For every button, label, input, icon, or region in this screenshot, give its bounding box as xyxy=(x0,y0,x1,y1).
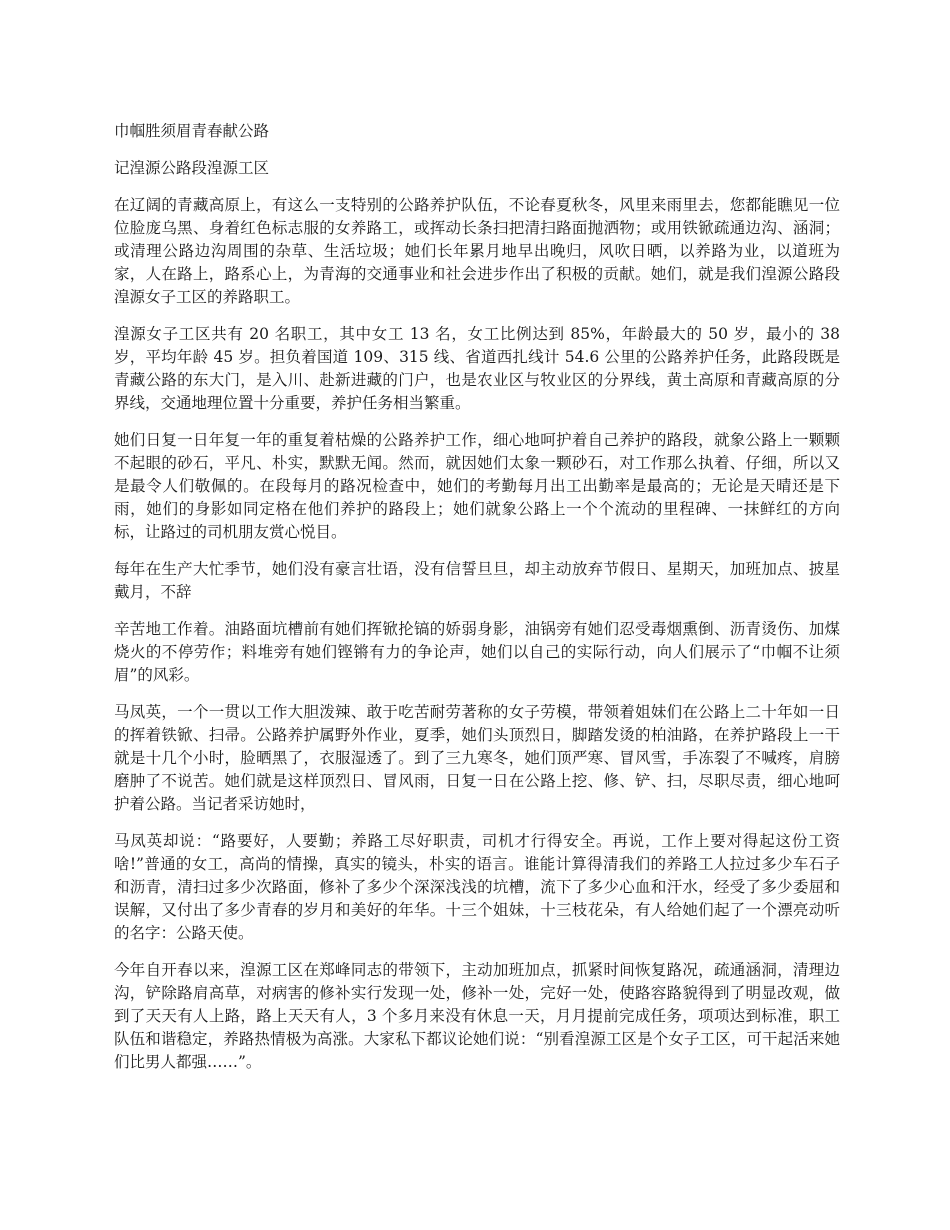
paragraph-8: 今年自开春以来，湟源工区在郑峰同志的带领下，主动加班加点，抓紧时间恢复路况，疏通涵洞，清理边沟，铲除路肩高草，对病害的修补实行发现一处，修补一处，完好一处，使路容路貌得到了明显改观，做到了天天有人上路，路上天天有人，3 个多月来没有休息一天，月月提前完成任务，项项达到标准，职工队伍和谐稳定，养路热情极为高涨。大家私下都议论她们说：“别看湟源工区是个女子工区，可干起活来她们比男人都强……”。 xyxy=(114,961,840,1071)
paragraph-1: 在辽阔的青藏高原上，有这么一支特别的公路养护队伍，不论春夏秋冬，风里来雨里去，您都能瞧见一位位脸庞乌黑、身着红色标志服的女养路工，或挥动长条扫把清扫路面抛洒物；或用铁锨疏通边沟、涵洞；或清理公路边沟周围的杂草、生活垃圾；她们长年累月地早出晚归，风吹日晒，以养路为业，以道班为家，人在路上，路系心上，为青海的交通事业和社会进步作出了积极的贡献。她们，就是我们湟源公路段湟源女子工区的养路职工。 xyxy=(114,196,840,306)
paragraph-4: 每年在生产大忙季节，她们没有豪言壮语，没有信誓旦旦，却主动放弃节假日、星期天，加班加点、披星戴月，不辞 xyxy=(114,560,840,601)
paragraph-6: 马凤英，一个一贯以工作大胆泼辣、敢于吃苦耐劳著称的女子劳模，带领着姐妹们在公路上二十年如一日的挥着铁锨、扫帚。公路养护属野外作业，夏季，她们头顶烈日，脚踏发烫的柏油路，在养护路段上一干就是十几个小时，脸晒黑了，衣服湿透了。到了三九寒冬，她们顶严寒、冒风雪，手冻裂了不喊疼，肩膀磨肿了不说苦。她们就是这样顶烈日、冒风雨，日复一日在公路上挖、修、铲、扫，尽职尽责，细心地呵护着公路。当记者采访她时， xyxy=(114,703,840,813)
document-subtitle: 记湟源公路段湟源工区 xyxy=(114,159,270,177)
paragraph-2: 湟源女子工区共有 20 名职工，其中女工 13 名，女工比例达到 85%，年龄最大的 50 岁，最小的 38 岁，平均年龄 45 岁。担负着国道 109、315 线、省道西扎线计 54.6 公里的公路养护任务，此路段既是青藏公路的东大门，是入川、赴新进藏的门户，也是农业区与牧业区的分界线，黄土高原和青藏高原的分界线，交通地理位置十分重要，养护任务相当繁重。 xyxy=(114,325,840,412)
paragraph-7: 马凤英却说：“路要好，人要勤；养路工尽好职责，司机才行得安全。再说，工作上要对得起这份工资啥!”普通的女工，高尚的情操，真实的镜头，朴实的语言。谁能计算得清我们的养路工人拉过多少车石子和沥青，清扫过多少次路面，修补了多少个深深浅浅的坑槽，流下了多少心血和汗水，经受了多少委屈和误解，又付出了多少青春的岁月和美好的年华。十三个姐妹，十三枝花朵，有人给她们起了一个漂亮动听的名字：公路天使。 xyxy=(114,832,840,942)
paragraph-5: 辛苦地工作着。油路面坑槽前有她们挥锨抡镐的娇弱身影，油锅旁有她们忍受毒烟熏倒、沥青烫伤、加煤烧火的不停劳作；料堆旁有她们铿锵有力的争论声，她们以自己的实际行动，向人们展示了“巾帼不让须眉”的风彩。 xyxy=(114,620,840,684)
document-page xyxy=(114,120,840,1088)
document-title: 巾帼胜须眉青春献公路 xyxy=(114,122,270,140)
paragraph-3: 她们日复一日年复一年的重复着枯燥的公路养护工作，细心地呵护着自己养护的路段，就象公路上一颗颗不起眼的砂石，平凡、朴实，默默无闻。然而，就因她们太象一颗砂石，对工作那么执着、仔细，所以又是最令人们敬佩的。在段每月的路况检查中，她们的考勤每月出工出勤率是最高的；无论是天晴还是下雨，她们的身影如同定格在他们养护的路段上；她们就象公路上一个个流动的里程碑、一抹鲜红的方向标，让路过的司机朋友赏心悦目。 xyxy=(114,431,840,541)
